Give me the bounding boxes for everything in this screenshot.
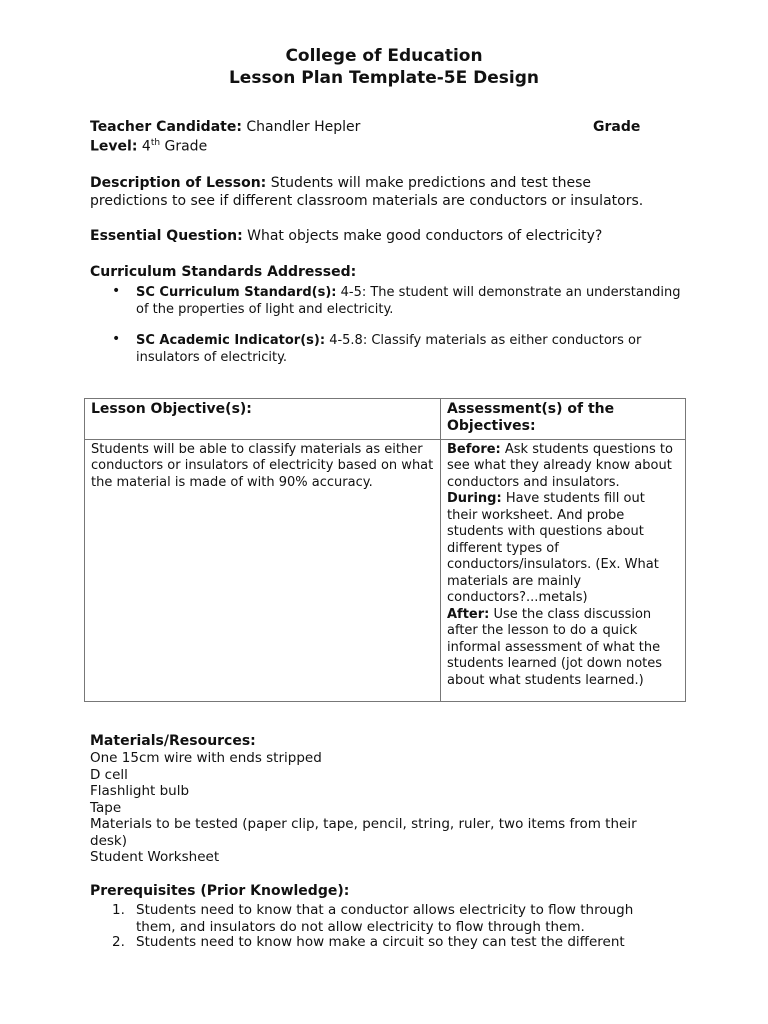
assessment-cell bbox=[441, 439, 686, 701]
grade-line bbox=[90, 138, 207, 155]
teacher-label: Teacher Candidate: bbox=[90, 119, 242, 135]
list-item: Student Worksheet bbox=[90, 849, 220, 865]
table-header-row bbox=[85, 399, 686, 440]
teacher-line bbox=[90, 119, 360, 135]
table-row bbox=[85, 439, 686, 701]
description-paragraph bbox=[90, 174, 650, 210]
objective-cell: Students will be able to classify materials as either conductors or insulators of electricity based on what the material is made of with 90% accuracy. bbox=[85, 439, 441, 701]
standard-label: SC Curriculum Standard(s): bbox=[136, 285, 337, 300]
materials-heading: Materials/Resources: bbox=[90, 733, 256, 749]
bullet-icon: • bbox=[112, 283, 121, 299]
description-label: Description of Lesson: bbox=[90, 175, 267, 191]
prerequisites-heading: Prerequisites (Prior Knowledge): bbox=[90, 883, 350, 899]
grade-label-part2: Level: bbox=[90, 138, 138, 155]
grade-number: 4 bbox=[141, 138, 151, 155]
prerequisite-item-2: Students need to know how make a circuit so they can test the different bbox=[136, 934, 625, 950]
prerequisite-item-1: Students need to know that a conductor allows electricity to flow through them, and insulators do not allow electricity to flow through them. bbox=[136, 902, 634, 935]
essential-label: Essential Question: bbox=[90, 228, 243, 244]
assessment-header: Assessment(s) of the Objectives: bbox=[441, 399, 686, 440]
list-number: 1. bbox=[112, 902, 125, 918]
standard-item-1 bbox=[136, 284, 696, 318]
materials-list bbox=[90, 750, 670, 866]
grade-label-part1: Grade bbox=[593, 119, 641, 135]
objective-header: Lesson Objective(s): bbox=[85, 399, 441, 440]
during-text: Have students fill out their worksheet. And probe students with questions about different types of conductors/insulators. (Ex. What materials are mainly conductors?...metals) bbox=[447, 491, 659, 606]
before-text: Ask students questions to see what they already know about conductors and insulators. bbox=[447, 441, 673, 490]
standard-item-2 bbox=[136, 332, 696, 366]
after-label: After: bbox=[447, 606, 490, 622]
template-title: Lesson Plan Template-5E Design bbox=[228, 68, 540, 88]
list-number: 2. bbox=[112, 934, 125, 950]
grade-word: Grade bbox=[164, 138, 208, 155]
indicator-label: SC Academic Indicator(s): bbox=[136, 333, 326, 348]
list-item: Flashlight bulb bbox=[90, 783, 190, 799]
list-item: D cell bbox=[90, 766, 128, 783]
during-label: During: bbox=[447, 491, 502, 507]
standards-heading: Curriculum Standards Addressed: bbox=[90, 264, 357, 280]
description-text: Students will make predictions and test these predictions to see if different classroom materials are conductors or insulators. bbox=[90, 175, 644, 209]
after-text: Use the class discussion after the lesson to do a quick informal assessment of what the students learned (jot down notes about what students learned.) bbox=[447, 606, 663, 688]
objectives-table bbox=[84, 398, 686, 702]
list-item: Tape bbox=[90, 799, 122, 816]
essential-question bbox=[90, 228, 602, 244]
bullet-icon: • bbox=[112, 331, 121, 347]
list-item: Materials to be tested (paper clip, tape, pencil, string, ruler, two items from their desk) bbox=[90, 816, 637, 849]
college-title: College of Education bbox=[285, 46, 483, 66]
list-item: One 15cm wire with ends stripped bbox=[90, 750, 322, 766]
teacher-value: Chandler Hepler bbox=[246, 119, 361, 135]
before-label: Before: bbox=[447, 441, 501, 457]
indicator-text: 4-5.8: Classify materials as either conductors or insulators of electricity. bbox=[136, 333, 642, 365]
essential-text: What objects make good conductors of electricity? bbox=[247, 228, 603, 244]
grade-suffix: th bbox=[150, 138, 161, 148]
standard-text: 4-5: The student will demonstrate an understanding of the properties of light and electricity. bbox=[136, 285, 681, 317]
